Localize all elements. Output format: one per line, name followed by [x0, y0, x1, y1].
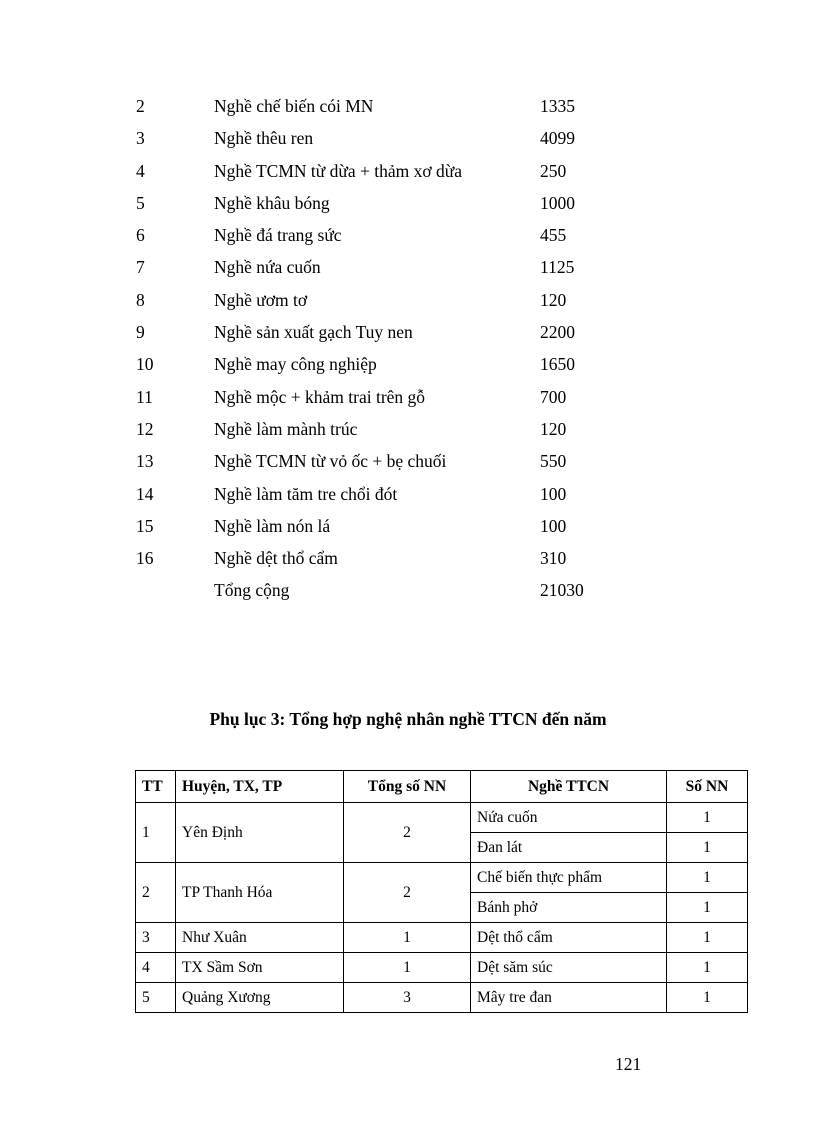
- item-name: Nghề TCMN từ dừa + thảm xơ dừa: [214, 160, 462, 181]
- item-name: Nghề làm mành trúc: [214, 418, 358, 439]
- item-number: 7: [136, 257, 145, 278]
- header-craft: Nghề TTCN: [471, 771, 667, 803]
- item-value: 455: [540, 225, 567, 246]
- list-item: [136, 191, 696, 223]
- item-value: 1335: [540, 96, 575, 116]
- total-value: 21030: [540, 580, 584, 601]
- cell-tt: 3: [136, 923, 176, 953]
- list-item: [136, 255, 696, 287]
- table-row: [136, 983, 748, 1013]
- item-name: Nghề may công nghiệp: [214, 354, 377, 375]
- list-item: [136, 288, 696, 320]
- item-name: Nghề sản xuất gạch Tuy nen: [214, 322, 413, 343]
- cell-craft: Đan lát: [471, 833, 667, 863]
- list-item: [136, 385, 696, 417]
- item-value: 120: [540, 418, 567, 439]
- item-name: Nghề làm tăm tre chổi đót: [214, 483, 398, 504]
- total-label: Tổng cộng: [214, 580, 290, 601]
- item-name: Nghề dệt thổ cẩm: [214, 548, 338, 569]
- item-number: 12: [136, 418, 154, 439]
- item-value: 700: [540, 386, 567, 407]
- cell-total: 2: [344, 863, 471, 923]
- cell-tt: 4: [136, 953, 176, 983]
- item-value: 120: [540, 289, 567, 310]
- cell-craft: Nứa cuốn: [471, 803, 667, 833]
- list-item: [136, 514, 696, 546]
- cell-count: 1: [667, 983, 748, 1013]
- table-row: [136, 803, 748, 833]
- item-name: Nghề chế biến cói MN: [214, 96, 374, 116]
- item-name: Nghề làm nón lá: [214, 515, 331, 536]
- table-header-row: [136, 771, 748, 803]
- item-name: Nghề ươm tơ: [214, 289, 308, 310]
- table-row: [136, 863, 748, 893]
- appendix-title: Phụ lục 3: Tổng hợp nghệ nhân nghề TTCN đến năm: [209, 709, 607, 729]
- header-district: Huyện, TX, TP: [176, 771, 344, 803]
- item-name: Nghề mộc + khảm trai trên gỗ: [214, 386, 426, 407]
- cell-craft: Mây tre đan: [471, 983, 667, 1013]
- header-count: Số NN: [667, 771, 748, 803]
- list-item: [136, 449, 696, 481]
- cell-count: 1: [667, 953, 748, 983]
- cell-total: 2: [344, 803, 471, 863]
- list-item: [136, 126, 696, 158]
- cell-craft: Bánh phở: [471, 893, 667, 923]
- cell-district: TP Thanh Hóa: [176, 863, 344, 923]
- item-number: 6: [136, 225, 145, 246]
- item-number: 4: [136, 160, 145, 181]
- item-name: Nghề TCMN từ vỏ ốc + bẹ chuối: [214, 451, 447, 472]
- item-value: 4099: [540, 128, 575, 149]
- item-number: 11: [136, 386, 153, 407]
- item-number: 8: [136, 289, 145, 310]
- item-value: 100: [540, 483, 567, 504]
- item-name: Nghề khâu bóng: [214, 192, 330, 213]
- craft-list: [136, 94, 696, 611]
- item-value: 250: [540, 160, 567, 181]
- cell-total: 3: [344, 983, 471, 1013]
- item-value: 310: [540, 548, 567, 569]
- cell-count: 1: [667, 863, 748, 893]
- item-number: 5: [136, 192, 145, 213]
- cell-district: TX Sầm Sơn: [176, 953, 344, 983]
- cell-district: Yên Định: [176, 803, 344, 863]
- cell-tt: 1: [136, 803, 176, 863]
- list-item: [136, 482, 696, 514]
- table-row: [136, 923, 748, 953]
- artisan-table: [135, 770, 748, 1013]
- item-value: 1125: [540, 257, 575, 278]
- list-item: [136, 320, 696, 352]
- item-number: 2: [136, 96, 145, 116]
- cell-district: Quảng Xương: [176, 983, 344, 1013]
- item-value: 550: [540, 451, 567, 472]
- item-value: 100: [540, 515, 567, 536]
- cell-total: 1: [344, 923, 471, 953]
- cell-count: 1: [667, 833, 748, 863]
- item-number: 9: [136, 322, 145, 343]
- item-value: 1000: [540, 192, 575, 213]
- cell-craft: Dệt thổ cẩm: [471, 923, 667, 953]
- item-number: 14: [136, 483, 154, 504]
- cell-count: 1: [667, 803, 748, 833]
- item-name: Nghề thêu ren: [214, 128, 314, 149]
- item-number: 16: [136, 548, 154, 569]
- cell-craft: Dệt săm súc: [471, 953, 667, 983]
- list-item: [136, 352, 696, 384]
- cell-district: Như Xuân: [176, 923, 344, 953]
- item-number: 10: [136, 354, 154, 375]
- table-row: [136, 953, 748, 983]
- item-value: 2200: [540, 322, 575, 343]
- cell-total: 1: [344, 953, 471, 983]
- cell-count: 1: [667, 923, 748, 953]
- item-value: 1650: [540, 354, 575, 375]
- header-tt: TT: [136, 771, 176, 803]
- cell-tt: 5: [136, 983, 176, 1013]
- item-number: 13: [136, 451, 154, 472]
- cell-craft: Chế biến thực phẩm: [471, 863, 667, 893]
- list-item: [136, 223, 696, 255]
- list-item: [136, 159, 696, 191]
- list-total: [136, 578, 696, 610]
- item-name: Nghề nứa cuốn: [214, 257, 321, 278]
- page-number: 121: [615, 1054, 642, 1074]
- header-total: Tổng số NN: [344, 771, 471, 803]
- item-number: 3: [136, 128, 145, 149]
- item-number: 15: [136, 515, 154, 536]
- cell-tt: 2: [136, 863, 176, 923]
- list-item: [136, 94, 696, 126]
- list-item: [136, 546, 696, 578]
- item-name: Nghề đá trang sức: [214, 225, 342, 246]
- list-item: [136, 417, 696, 449]
- cell-count: 1: [667, 893, 748, 923]
